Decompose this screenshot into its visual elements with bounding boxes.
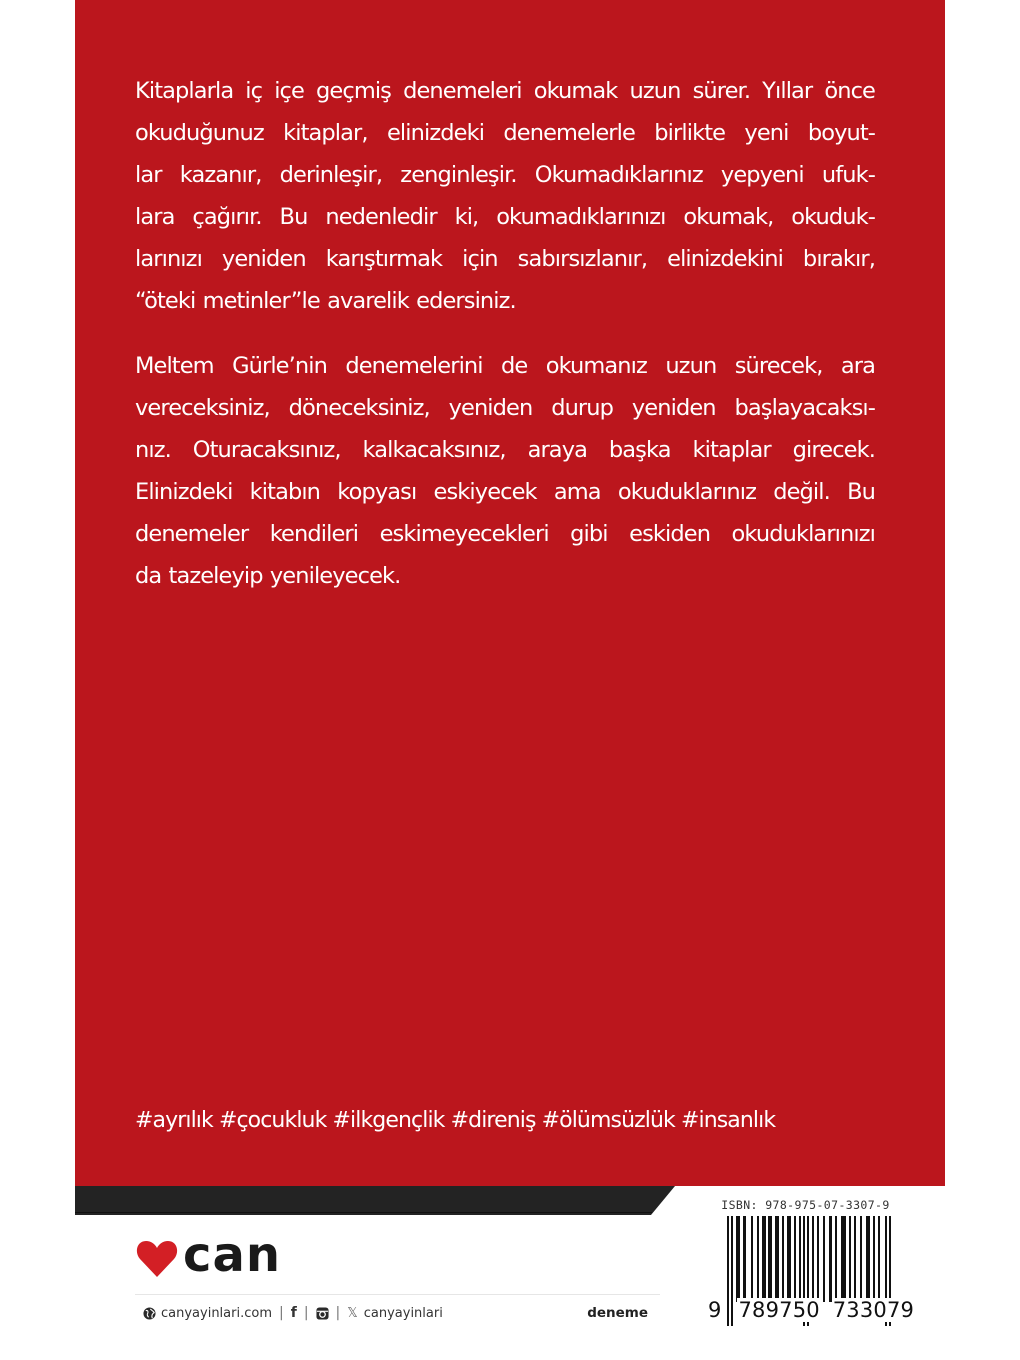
book-back-cover <box>75 0 945 1360</box>
blurb-line: lara çağırır. Bu nedenledir ki, okumadıklarınızı okumak, okuduk- <box>135 204 875 230</box>
globe-icon <box>143 1307 156 1320</box>
category-label: deneme <box>587 1305 648 1321</box>
instagram-icon[interactable] <box>316 1307 329 1320</box>
barcode-first-digit: 9 <box>708 1298 722 1322</box>
separator: | <box>303 1305 309 1321</box>
blurb-paragraph-2 <box>135 345 875 597</box>
blurb-paragraph-1 <box>135 70 875 322</box>
blurb-line: da tazeleyip yenileyecek. <box>135 563 401 589</box>
isbn-label: ISBN: 978-975-07-3307-9 <box>721 1198 890 1212</box>
publisher-logo <box>135 1227 282 1283</box>
heart-icon <box>135 1237 179 1281</box>
blurb-line: denemeler kendileri eskimeyecekleri gibi eskiden okuduklarınızı <box>135 521 875 547</box>
blurb-line: Meltem Gürle’nin denemelerini de okumanız uzun sürecek, ara <box>135 353 875 379</box>
separator: | <box>335 1305 341 1321</box>
dark-divider-band <box>75 1186 675 1215</box>
blurb-line: lar kazanır, derinleşir, zenginleşir. Okumadıklarınız yepyeni ufuk- <box>135 162 875 188</box>
x-icon[interactable]: 𝕏 <box>347 1305 358 1321</box>
barcode-number <box>707 1298 915 1322</box>
facebook-icon[interactable]: f <box>290 1305 297 1321</box>
barcode-group-1: 789750 <box>738 1298 820 1322</box>
blurb-line: okuduğunuz kitaplar, elinizdeki denemelerle birlikte yeni boyut- <box>135 120 875 146</box>
logo-text: can <box>183 1227 282 1283</box>
blurb-text <box>135 70 875 620</box>
blurb-line: nız. Oturacaksınız, kalkacaksınız, araya başka kitaplar girecek. <box>135 437 875 463</box>
blurb-line: Elinizdeki kitabın kopyası eskiyecek ama okuduklarınız değil. Bu <box>135 479 875 505</box>
publisher-footer <box>143 1303 648 1323</box>
blurb-line: “öteki metinler”le avarelik edersiniz. <box>135 288 516 314</box>
divider-line <box>75 1212 652 1213</box>
blurb-line: vereceksiniz, döneceksiniz, yeniden durup yeniden başlayacaksı- <box>135 395 875 421</box>
blurb-line: larınızı yeniden karıştırmak için sabırsızlanır, elinizdekini bırakır, <box>135 246 875 272</box>
website-link[interactable]: canyayinlari.com <box>161 1305 272 1321</box>
blurb-line: Kitaplarla iç içe geçmiş denemeleri okumak uzun sürer. Yıllar önce <box>135 78 875 104</box>
isbn-barcode <box>707 1198 915 1338</box>
separator: | <box>279 1305 284 1321</box>
barcode-group-2: 733079 <box>832 1298 915 1322</box>
red-cover-panel <box>75 0 945 1186</box>
social-handle[interactable]: canyayinlari <box>363 1305 443 1321</box>
hashtags: #ayrılık #çocukluk #ilkgençlik #direniş #ölümsüzlük #insanlık <box>135 1108 776 1133</box>
footer-rule <box>135 1294 660 1295</box>
